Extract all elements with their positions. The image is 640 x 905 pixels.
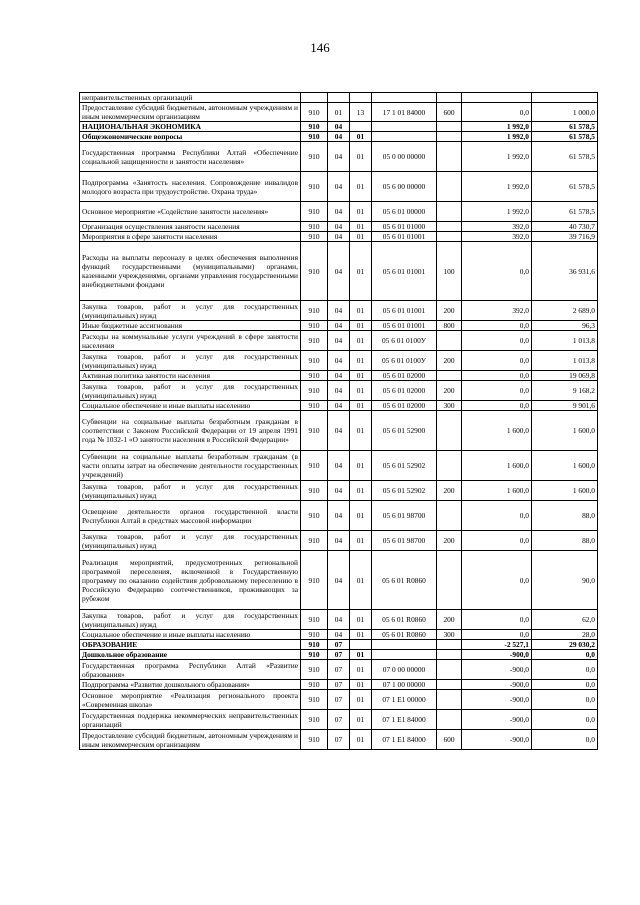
target-article-cell: 05 6 01 52902: [372, 481, 437, 501]
amount-change-cell: 0,0: [462, 371, 532, 381]
expense-name-cell: Закупка товаров, работ и услуг для государственных (муниципальных) нужд: [80, 531, 301, 551]
expense-name-cell: Субвенции на социальные выплаты безработным гражданам (в части оплаты затрат на обеспечение деятельности государственных учреждений): [80, 451, 301, 481]
ministry-code-cell: 910: [301, 381, 328, 401]
amount-total-cell: 61 578,5: [532, 202, 598, 222]
subsection-code-cell: 01: [350, 242, 372, 301]
section-code-cell: 04: [328, 371, 350, 381]
amount-change-cell: 1 992,0: [462, 202, 532, 222]
amount-total-cell: 19 069,8: [532, 371, 598, 381]
table-row: [80, 331, 598, 351]
subsection-code-cell: 01: [350, 551, 372, 610]
target-article-cell: [372, 122, 437, 132]
expense-type-cell: 200: [437, 481, 462, 501]
target-article-cell: 05 6 01 R0860: [372, 630, 437, 640]
expense-name-cell: Мероприятия в сфере занятости населения: [80, 232, 301, 242]
table-row: [80, 132, 598, 142]
expense-type-cell: 300: [437, 630, 462, 640]
target-article-cell: 05 6 01 01001: [372, 242, 437, 301]
section-code-cell: 04: [328, 401, 350, 411]
table-row: [80, 630, 598, 640]
subsection-code-cell: 01: [350, 222, 372, 232]
amount-change-cell: -900,0: [462, 650, 532, 660]
ministry-code-cell: 910: [301, 351, 328, 371]
expense-type-cell: 200: [437, 531, 462, 551]
expense-name-cell: Субвенции на социальные выплаты безработным гражданам в соответствии с Законом Российской Федерации от 19 апреля 1991 года № 1032-1 «О занятости населения в Российской Федерации»: [80, 411, 301, 451]
amount-total-cell: 28,0: [532, 630, 598, 640]
expense-type-cell: [437, 411, 462, 451]
expense-type-cell: 300: [437, 401, 462, 411]
expense-name-cell: Государственная программа Республики Алтай «Развитие образования»: [80, 660, 301, 680]
amount-change-cell: 0,0: [462, 610, 532, 630]
section-code-cell: 07: [328, 690, 350, 710]
table-row: [80, 232, 598, 242]
table-row: [80, 142, 598, 172]
section-code-cell: 07: [328, 650, 350, 660]
section-code-cell: 04: [328, 242, 350, 301]
target-article-cell: 05 6 01 02000: [372, 401, 437, 411]
expense-name-cell: Основное мероприятие «Содействие занятости населения»: [80, 202, 301, 222]
section-code-cell: 04: [328, 132, 350, 142]
expense-type-cell: 200: [437, 610, 462, 630]
subsection-code-cell: 01: [350, 730, 372, 750]
table-row: [80, 481, 598, 501]
amount-total-cell: [532, 93, 598, 103]
amount-change-cell: -900,0: [462, 710, 532, 730]
section-code-cell: 07: [328, 660, 350, 680]
expense-type-cell: 600: [437, 103, 462, 122]
table-row: [80, 301, 598, 321]
expense-type-cell: [437, 451, 462, 481]
expense-name-cell: Реализация мероприятий, предусмотренных региональной программой переселения, включенной в Государственную программу по оказанию содействия добровольному переселению в Российскую Федерацию соотечественников, проживающих за рубежом: [80, 551, 301, 610]
subsection-code-cell: 01: [350, 680, 372, 690]
target-article-cell: 05 6 01 98700: [372, 501, 437, 531]
amount-change-cell: 1 600,0: [462, 481, 532, 501]
expense-name-cell: Подпрограмма «Занятость населения. Сопровождение инвалидов молодого возраста при трудоустройстве. Охрана труда»: [80, 172, 301, 202]
ministry-code-cell: 910: [301, 142, 328, 172]
section-code-cell: [328, 93, 350, 103]
ministry-code-cell: 910: [301, 680, 328, 690]
ministry-code-cell: 910: [301, 610, 328, 630]
amount-total-cell: 0,0: [532, 710, 598, 730]
target-article-cell: 05 6 01 0100У: [372, 331, 437, 351]
amount-change-cell: 0,0: [462, 551, 532, 610]
amount-change-cell: 392,0: [462, 301, 532, 321]
subsection-code-cell: 01: [350, 232, 372, 242]
section-code-cell: 04: [328, 481, 350, 501]
table-row: [80, 640, 598, 650]
subsection-code-cell: 01: [350, 710, 372, 730]
expense-name-cell: Закупка товаров, работ и услуг для государственных (муниципальных) нужд: [80, 351, 301, 371]
amount-total-cell: 29 030,2: [532, 640, 598, 650]
expense-name-cell: Иные бюджетные ассигнования: [80, 321, 301, 331]
ministry-code-cell: 910: [301, 103, 328, 122]
ministry-code-cell: 910: [301, 222, 328, 232]
amount-change-cell: [462, 93, 532, 103]
target-article-cell: 05 6 01 02000: [372, 381, 437, 401]
amount-change-cell: -2 527,1: [462, 640, 532, 650]
amount-total-cell: 0,0: [532, 650, 598, 660]
amount-total-cell: 1 013,8: [532, 351, 598, 371]
budget-table-body: [80, 93, 598, 750]
expense-type-cell: 200: [437, 381, 462, 401]
amount-total-cell: 61 578,5: [532, 172, 598, 202]
amount-change-cell: -900,0: [462, 660, 532, 680]
amount-total-cell: 61 578,5: [532, 122, 598, 132]
ministry-code-cell: 910: [301, 331, 328, 351]
expense-type-cell: 800: [437, 321, 462, 331]
expense-name-cell: Предоставление субсидий бюджетным, автономным учреждениям и иным некоммерческим организациям: [80, 103, 301, 122]
target-article-cell: 07 1 E1 00000: [372, 690, 437, 710]
expense-name-cell: Освещение деятельности органов государственной власти Республики Алтай в средствах массовой информации: [80, 501, 301, 531]
target-article-cell: 05 6 01 01001: [372, 232, 437, 242]
amount-total-cell: 40 730,7: [532, 222, 598, 232]
section-code-cell: 04: [328, 122, 350, 132]
expense-name-cell: Закупка товаров, работ и услуг для государственных (муниципальных) нужд: [80, 481, 301, 501]
amount-change-cell: 0,0: [462, 381, 532, 401]
table-row: [80, 122, 598, 132]
target-article-cell: 05 6 01 01001: [372, 301, 437, 321]
page-number: 146: [310, 40, 330, 55]
ministry-code-cell: 910: [301, 481, 328, 501]
ministry-code-cell: 910: [301, 551, 328, 610]
amount-change-cell: 1 600,0: [462, 451, 532, 481]
ministry-code-cell: 910: [301, 451, 328, 481]
amount-total-cell: 1 000,0: [532, 103, 598, 122]
ministry-code-cell: 910: [301, 122, 328, 132]
ministry-code-cell: 910: [301, 660, 328, 680]
amount-total-cell: 90,0: [532, 551, 598, 610]
amount-change-cell: 1 992,0: [462, 132, 532, 142]
target-article-cell: [372, 132, 437, 142]
amount-change-cell: 0,0: [462, 531, 532, 551]
amount-change-cell: 392,0: [462, 232, 532, 242]
section-code-cell: 07: [328, 710, 350, 730]
target-article-cell: 17 1 01 84000: [372, 103, 437, 122]
table-row: [80, 401, 598, 411]
amount-change-cell: 0,0: [462, 242, 532, 301]
expense-type-cell: [437, 331, 462, 351]
section-code-cell: 04: [328, 301, 350, 321]
table-row: [80, 411, 598, 451]
target-article-cell: 07 1 00 00000: [372, 680, 437, 690]
ministry-code-cell: [301, 93, 328, 103]
section-code-cell: 04: [328, 331, 350, 351]
expense-type-cell: 200: [437, 351, 462, 371]
table-row: [80, 690, 598, 710]
target-article-cell: 05 6 01 52900: [372, 411, 437, 451]
ministry-code-cell: 910: [301, 650, 328, 660]
subsection-code-cell: 01: [350, 351, 372, 371]
subsection-code-cell: 01: [350, 142, 372, 172]
ministry-code-cell: 910: [301, 242, 328, 301]
ministry-code-cell: 910: [301, 172, 328, 202]
amount-total-cell: 0,0: [532, 730, 598, 750]
amount-total-cell: 0,0: [532, 660, 598, 680]
section-code-cell: 04: [328, 232, 350, 242]
expense-name-cell: Закупка товаров, работ и услуг для государственных (муниципальных) нужд: [80, 381, 301, 401]
subsection-code-cell: 01: [350, 501, 372, 531]
expense-type-cell: [437, 232, 462, 242]
section-code-cell: 04: [328, 451, 350, 481]
expense-type-cell: [437, 122, 462, 132]
section-code-cell: 04: [328, 351, 350, 371]
amount-total-cell: 39 716,9: [532, 232, 598, 242]
subsection-code-cell: 01: [350, 331, 372, 351]
subsection-code-cell: 01: [350, 451, 372, 481]
expense-type-cell: [437, 680, 462, 690]
ministry-code-cell: 910: [301, 630, 328, 640]
ministry-code-cell: 910: [301, 401, 328, 411]
subsection-code-cell: 01: [350, 630, 372, 640]
expense-name-cell: Социальное обеспечение и иные выплаты населению: [80, 630, 301, 640]
table-row: [80, 381, 598, 401]
table-row: [80, 660, 598, 680]
expense-type-cell: [437, 690, 462, 710]
amount-change-cell: 0,0: [462, 501, 532, 531]
amount-change-cell: 0,0: [462, 401, 532, 411]
expense-name-cell: Закупка товаров, работ и услуг для государственных (муниципальных) нужд: [80, 301, 301, 321]
expense-name-cell: ОБРАЗОВАНИЕ: [80, 640, 301, 650]
amount-change-cell: 1 992,0: [462, 122, 532, 132]
section-code-cell: 04: [328, 501, 350, 531]
amount-total-cell: 1 600,0: [532, 481, 598, 501]
table-row: [80, 351, 598, 371]
expense-name-cell: НАЦИОНАЛЬНАЯ ЭКОНОМИКА: [80, 122, 301, 132]
section-code-cell: 04: [328, 610, 350, 630]
section-code-cell: 04: [328, 531, 350, 551]
amount-change-cell: 392,0: [462, 222, 532, 232]
expense-type-cell: [437, 640, 462, 650]
amount-change-cell: -900,0: [462, 690, 532, 710]
target-article-cell: 05 6 01 R0860: [372, 551, 437, 610]
table-row: [80, 551, 598, 610]
amount-total-cell: 1 600,0: [532, 451, 598, 481]
subsection-code-cell: 01: [350, 531, 372, 551]
subsection-code-cell: 01: [350, 411, 372, 451]
expense-type-cell: [437, 501, 462, 531]
expense-type-cell: [437, 222, 462, 232]
table-row: [80, 172, 598, 202]
section-code-cell: 01: [328, 103, 350, 122]
ministry-code-cell: 910: [301, 232, 328, 242]
target-article-cell: [372, 93, 437, 103]
section-code-cell: 04: [328, 172, 350, 202]
expense-type-cell: [437, 202, 462, 222]
section-code-cell: 04: [328, 551, 350, 610]
ministry-code-cell: 910: [301, 730, 328, 750]
expense-type-cell: [437, 93, 462, 103]
amount-change-cell: 1 600,0: [462, 411, 532, 451]
amount-total-cell: 0,0: [532, 690, 598, 710]
section-code-cell: 07: [328, 680, 350, 690]
expense-type-cell: [437, 710, 462, 730]
table-row: [80, 531, 598, 551]
amount-change-cell: 0,0: [462, 321, 532, 331]
subsection-code-cell: 01: [350, 650, 372, 660]
ministry-code-cell: 910: [301, 710, 328, 730]
subsection-code-cell: 01: [350, 132, 372, 142]
table-row: [80, 321, 598, 331]
subsection-code-cell: 01: [350, 172, 372, 202]
expense-name-cell: Активная политика занятости населения: [80, 371, 301, 381]
table-row: [80, 610, 598, 630]
table-row: [80, 371, 598, 381]
section-code-cell: 04: [328, 321, 350, 331]
section-code-cell: 07: [328, 640, 350, 650]
target-article-cell: 05 6 01 0100У: [372, 351, 437, 371]
amount-total-cell: 2 689,0: [532, 301, 598, 321]
target-article-cell: [372, 650, 437, 660]
section-code-cell: 04: [328, 411, 350, 451]
expense-type-cell: 600: [437, 730, 462, 750]
target-article-cell: 05 6 01 01001: [372, 321, 437, 331]
table-row: [80, 202, 598, 222]
ministry-code-cell: 910: [301, 640, 328, 650]
expense-name-cell: Социальное обеспечение и иные выплаты населению: [80, 401, 301, 411]
ministry-code-cell: 910: [301, 371, 328, 381]
expense-type-cell: [437, 371, 462, 381]
table-row: [80, 103, 598, 122]
expense-type-cell: [437, 650, 462, 660]
ministry-code-cell: 910: [301, 132, 328, 142]
target-article-cell: 05 6 00 00000: [372, 172, 437, 202]
expense-name-cell: Закупка товаров, работ и услуг для государственных (муниципальных) нужд: [80, 610, 301, 630]
target-article-cell: 07 1 E1 84000: [372, 710, 437, 730]
ministry-code-cell: 910: [301, 321, 328, 331]
subsection-code-cell: 01: [350, 401, 372, 411]
amount-total-cell: 1 013,8: [532, 331, 598, 351]
amount-total-cell: 1 600,0: [532, 411, 598, 451]
subsection-code-cell: 01: [350, 610, 372, 630]
expense-name-cell: Расходы на выплаты персоналу в целях обеспечения выполнения функций государственными (муниципальными) органами, казенными учреждениями, органами управления государственными внебюджетными фондами: [80, 242, 301, 301]
section-code-cell: 04: [328, 381, 350, 401]
expense-type-cell: [437, 132, 462, 142]
target-article-cell: 05 6 01 02000: [372, 371, 437, 381]
expense-type-cell: 200: [437, 301, 462, 321]
amount-change-cell: 0,0: [462, 103, 532, 122]
subsection-code-cell: [350, 122, 372, 132]
table-row: [80, 730, 598, 750]
expense-name-cell: неправительственных организаций: [80, 93, 301, 103]
table-row: [80, 501, 598, 531]
subsection-code-cell: 01: [350, 202, 372, 222]
subsection-code-cell: 01: [350, 481, 372, 501]
amount-change-cell: 0,0: [462, 331, 532, 351]
ministry-code-cell: 910: [301, 411, 328, 451]
expense-name-cell: Предоставление субсидий бюджетным, автономным учреждениям и иным некоммерческим организациям: [80, 730, 301, 750]
target-article-cell: 05 6 01 52902: [372, 451, 437, 481]
expense-name-cell: Расходы на коммунальные услуги учреждений в сфере занятости населения: [80, 331, 301, 351]
table-row: [80, 710, 598, 730]
expense-name-cell: Подпрограмма «Развитие дошкольного образования»: [80, 680, 301, 690]
table-row: [80, 93, 598, 103]
amount-total-cell: 88,0: [532, 501, 598, 531]
target-article-cell: 05 6 01 98700: [372, 531, 437, 551]
budget-table: [79, 92, 598, 750]
amount-total-cell: 0,0: [532, 680, 598, 690]
table-row: [80, 680, 598, 690]
amount-change-cell: 0,0: [462, 351, 532, 371]
ministry-code-cell: 910: [301, 202, 328, 222]
subsection-code-cell: 01: [350, 381, 372, 401]
ministry-code-cell: 910: [301, 501, 328, 531]
ministry-code-cell: 910: [301, 690, 328, 710]
amount-total-cell: 61 578,5: [532, 132, 598, 142]
subsection-code-cell: 01: [350, 690, 372, 710]
table-row: [80, 242, 598, 301]
expense-type-cell: [437, 551, 462, 610]
amount-total-cell: 9 168,2: [532, 381, 598, 401]
table-row: [80, 451, 598, 481]
amount-total-cell: 96,3: [532, 321, 598, 331]
amount-total-cell: 36 931,6: [532, 242, 598, 301]
target-article-cell: 07 0 00 00000: [372, 660, 437, 680]
amount-total-cell: 61 578,5: [532, 142, 598, 172]
target-article-cell: [372, 640, 437, 650]
table-row: [80, 650, 598, 660]
amount-change-cell: 0,0: [462, 630, 532, 640]
amount-total-cell: 9 901,6: [532, 401, 598, 411]
section-code-cell: 07: [328, 730, 350, 750]
section-code-cell: 04: [328, 202, 350, 222]
subsection-code-cell: 01: [350, 321, 372, 331]
subsection-code-cell: 01: [350, 301, 372, 321]
expense-name-cell: Основное мероприятие «Реализация регионального проекта «Современная школа»: [80, 690, 301, 710]
expense-name-cell: Государственная программа Республики Алтай «Обеспечение социальной защищенности и занятости населения»: [80, 142, 301, 172]
expense-name-cell: Организация осуществления занятости населения: [80, 222, 301, 232]
amount-total-cell: 62,0: [532, 610, 598, 630]
table-row: [80, 222, 598, 232]
section-code-cell: 04: [328, 630, 350, 640]
subsection-code-cell: 01: [350, 660, 372, 680]
subsection-code-cell: 13: [350, 103, 372, 122]
target-article-cell: 05 6 01 00000: [372, 202, 437, 222]
subsection-code-cell: [350, 93, 372, 103]
amount-change-cell: 1 992,0: [462, 172, 532, 202]
section-code-cell: 04: [328, 222, 350, 232]
expense-name-cell: Дошкольное образование: [80, 650, 301, 660]
target-article-cell: 05 0 00 00000: [372, 142, 437, 172]
amount-change-cell: -900,0: [462, 680, 532, 690]
expense-name-cell: Государственная поддержка некоммерческих неправительственных организаций: [80, 710, 301, 730]
target-article-cell: 05 6 01 R0860: [372, 610, 437, 630]
target-article-cell: 07 1 E1 84000: [372, 730, 437, 750]
expense-type-cell: [437, 660, 462, 680]
amount-change-cell: -900,0: [462, 730, 532, 750]
subsection-code-cell: 01: [350, 371, 372, 381]
expense-name-cell: Общеэкономические вопросы: [80, 132, 301, 142]
expense-type-cell: 100: [437, 242, 462, 301]
subsection-code-cell: [350, 640, 372, 650]
expense-type-cell: [437, 172, 462, 202]
expense-type-cell: [437, 142, 462, 172]
section-code-cell: 04: [328, 142, 350, 172]
ministry-code-cell: 910: [301, 531, 328, 551]
amount-change-cell: 1 992,0: [462, 142, 532, 172]
amount-total-cell: 88,0: [532, 531, 598, 551]
ministry-code-cell: 910: [301, 301, 328, 321]
target-article-cell: 05 6 01 01000: [372, 222, 437, 232]
